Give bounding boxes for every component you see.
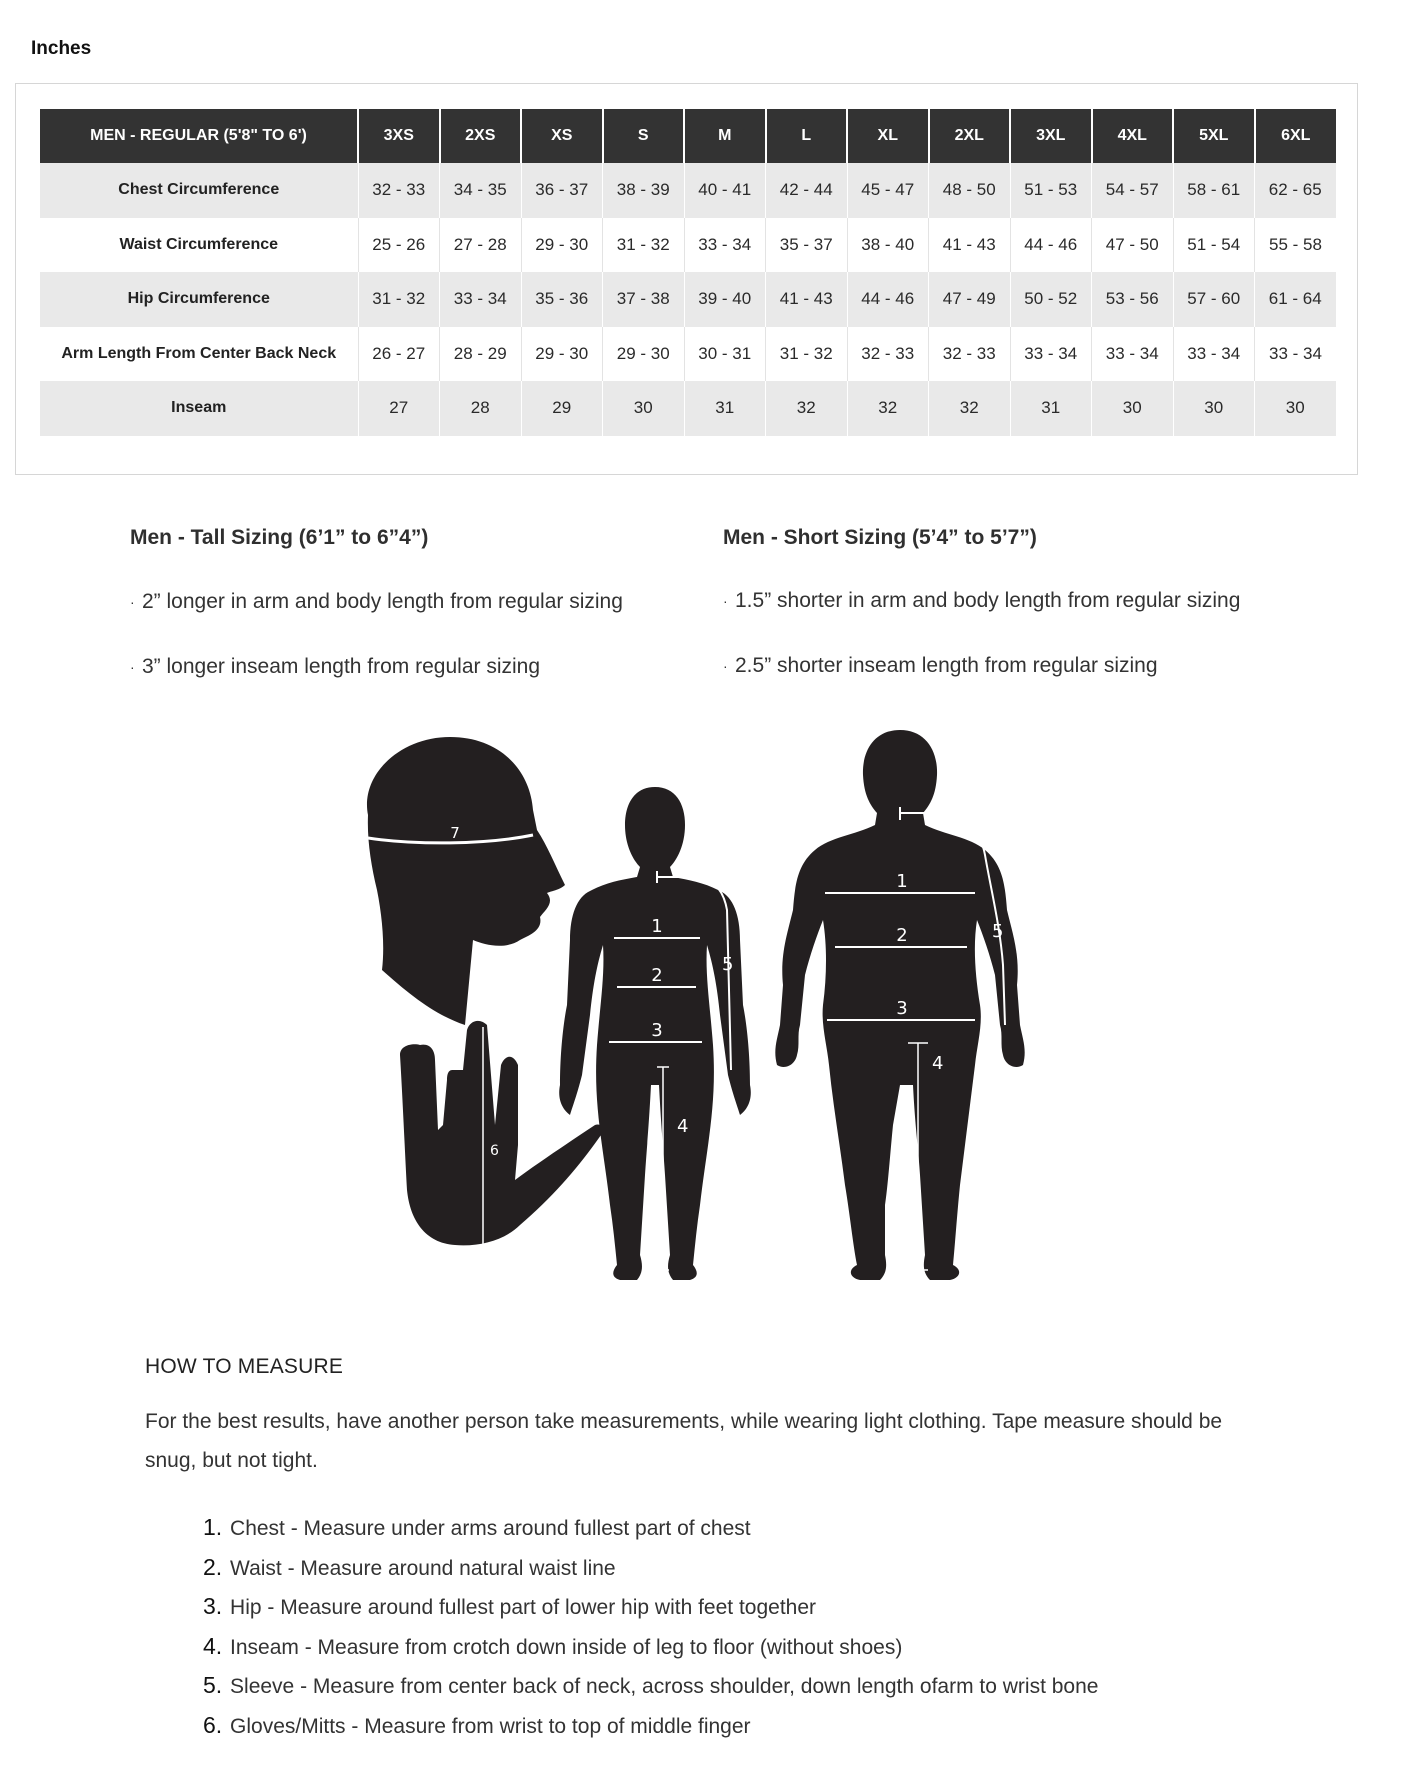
table-cell: 54 - 57 <box>1092 163 1174 218</box>
table-cell: 25 - 26 <box>358 218 440 273</box>
table-cell: 33 - 34 <box>1010 327 1092 382</box>
label-inseam: 4 <box>932 1053 944 1074</box>
row-label: Inseam <box>40 381 358 436</box>
table-cell: 55 - 58 <box>1255 218 1337 273</box>
tall-sizing-item: · 3” longer inseam length from regular sizing <box>130 655 541 678</box>
size-chart-table <box>40 109 1337 436</box>
size-header: S <box>603 109 685 163</box>
table-cell: 44 - 46 <box>1010 218 1092 273</box>
table-header-row <box>40 109 1336 163</box>
row-label: Arm Length From Center Back Neck <box>40 327 358 382</box>
list-item: 1. Chest - Measure under arms around fullest part of chest <box>203 1514 751 1540</box>
measurement-diagram <box>355 725 1045 1350</box>
label-inseam: 4 <box>677 1116 689 1137</box>
table-cell: 47 - 49 <box>929 272 1011 327</box>
table-cell: 29 - 30 <box>603 327 685 382</box>
table-row <box>40 327 1336 382</box>
table-cell: 47 - 50 <box>1092 218 1174 273</box>
size-header: 2XL <box>929 109 1011 163</box>
table-cell: 34 - 35 <box>440 163 522 218</box>
size-header: XL <box>847 109 929 163</box>
table-cell: 42 - 44 <box>766 163 848 218</box>
table-cell: 48 - 50 <box>929 163 1011 218</box>
table-row <box>40 381 1336 436</box>
table-cell: 26 - 27 <box>358 327 440 382</box>
size-header: 3XS <box>358 109 440 163</box>
table-cell: 51 - 53 <box>1010 163 1092 218</box>
bullet-mark: · <box>723 593 728 610</box>
table-cell: 27 <box>358 381 440 436</box>
label-chest: 1 <box>651 916 663 937</box>
bullet-mark: · <box>130 594 135 611</box>
label-head: 7 <box>450 824 460 842</box>
table-row <box>40 218 1336 273</box>
table-cell: 44 - 46 <box>847 272 929 327</box>
table-cell: 61 - 64 <box>1255 272 1337 327</box>
table-cell: 31 <box>1010 381 1092 436</box>
table-cell: 32 <box>929 381 1011 436</box>
label-sleeve: 5 <box>722 954 734 975</box>
table-cell: 30 <box>1173 381 1255 436</box>
size-header: M <box>684 109 766 163</box>
list-item: 6. Gloves/Mitts - Measure from wrist to top of middle finger <box>203 1711 751 1738</box>
table-cell: 40 - 41 <box>684 163 766 218</box>
table-cell: 35 - 36 <box>521 272 603 327</box>
label-waist: 2 <box>896 925 908 946</box>
tall-sizing-section <box>130 526 690 678</box>
table-cell: 31 - 32 <box>766 327 848 382</box>
list-item: 3. Hip - Measure around fullest part of lower hip with feet together <box>203 1593 817 1619</box>
table-header-fit-label: MEN - REGULAR (5'8" TO 6') <box>40 109 358 163</box>
table-cell: 45 - 47 <box>847 163 929 218</box>
table-cell: 28 <box>440 381 522 436</box>
label-glove: 6 <box>490 1143 499 1159</box>
table-cell: 36 - 37 <box>521 163 603 218</box>
size-header: 3XL <box>1010 109 1092 163</box>
short-sizing-item: · 2.5” shorter inseam length from regular sizing <box>723 654 1158 677</box>
tall-sizing-title: Men - Tall Sizing (6’1” to 6”4”) <box>130 526 429 549</box>
short-sizing-item: · 1.5” shorter in arm and body length from regular sizing <box>723 589 1241 612</box>
table-cell: 38 - 39 <box>603 163 685 218</box>
table-cell: 35 - 37 <box>766 218 848 273</box>
bullet-mark: · <box>723 658 728 675</box>
measurement-steps-list <box>203 1508 1098 1745</box>
size-header: L <box>766 109 848 163</box>
table-cell: 33 - 34 <box>440 272 522 327</box>
table-cell: 39 - 40 <box>684 272 766 327</box>
table-cell: 53 - 56 <box>1092 272 1174 327</box>
table-cell: 32 - 33 <box>847 327 929 382</box>
table-cell: 62 - 65 <box>1255 163 1337 218</box>
how-to-measure-title: HOW TO MEASURE <box>145 1355 344 1378</box>
table-row <box>40 272 1336 327</box>
table-cell: 29 - 30 <box>521 218 603 273</box>
table-cell: 33 - 34 <box>684 218 766 273</box>
size-header: 4XL <box>1092 109 1174 163</box>
size-header: 5XL <box>1173 109 1255 163</box>
label-hip: 3 <box>651 1020 663 1041</box>
label-hip: 3 <box>896 998 908 1019</box>
table-cell: 29 - 30 <box>521 327 603 382</box>
table-cell: 31 - 32 <box>603 218 685 273</box>
tall-sizing-item: · 2” longer in arm and body length from regular sizing <box>130 590 623 613</box>
size-header: 6XL <box>1255 109 1337 163</box>
table-cell: 33 - 34 <box>1255 327 1337 382</box>
table-cell: 41 - 43 <box>766 272 848 327</box>
list-item: 2. Waist - Measure around natural waist line <box>203 1553 616 1580</box>
table-cell: 38 - 40 <box>847 218 929 273</box>
label-chest: 1 <box>896 871 908 892</box>
male-silhouette <box>775 730 1024 1280</box>
bullet-mark: · <box>130 659 135 676</box>
table-cell: 31 - 32 <box>358 272 440 327</box>
short-sizing-section <box>723 526 1283 677</box>
table-row <box>40 163 1336 218</box>
list-item: 4. Inseam - Measure from crotch down inside of leg to floor (without shoes) <box>203 1632 903 1659</box>
table-cell: 57 - 60 <box>1173 272 1255 327</box>
table-cell: 29 <box>521 381 603 436</box>
list-item: 5. Sleeve - Measure from center back of neck, across shoulder, down length ofarm to wrist bone <box>203 1672 1099 1698</box>
table-cell: 32 - 33 <box>358 163 440 218</box>
table-cell: 28 - 29 <box>440 327 522 382</box>
table-cell: 33 - 34 <box>1092 327 1174 382</box>
short-sizing-title: Men - Short Sizing (5’4” to 5’7”) <box>723 526 1037 549</box>
size-table-frame <box>15 83 1358 475</box>
table-cell: 31 <box>684 381 766 436</box>
size-header: XS <box>521 109 603 163</box>
table-cell: 58 - 61 <box>1173 163 1255 218</box>
how-to-measure-intro: For the best results, have another person take measurements, while wearing light clothing. Tape measure should be snug, but not tight. <box>145 1410 1223 1472</box>
table-cell: 32 - 33 <box>929 327 1011 382</box>
table-cell: 51 - 54 <box>1173 218 1255 273</box>
table-cell: 50 - 52 <box>1010 272 1092 327</box>
label-waist: 2 <box>651 965 663 986</box>
table-cell: 32 <box>766 381 848 436</box>
table-cell: 32 <box>847 381 929 436</box>
unit-label: Inches <box>31 38 92 59</box>
row-label: Hip Circumference <box>40 272 358 327</box>
female-silhouette <box>559 787 751 1280</box>
table-cell: 30 <box>603 381 685 436</box>
size-header: 2XS <box>440 109 522 163</box>
table-cell: 30 <box>1255 381 1337 436</box>
table-cell: 27 - 28 <box>440 218 522 273</box>
table-cell: 37 - 38 <box>603 272 685 327</box>
label-sleeve: 5 <box>992 921 1004 942</box>
head-silhouette <box>367 737 565 1025</box>
table-cell: 30 - 31 <box>684 327 766 382</box>
table-cell: 33 - 34 <box>1173 327 1255 382</box>
table-cell: 30 <box>1092 381 1174 436</box>
row-label: Chest Circumference <box>40 163 358 218</box>
row-label: Waist Circumference <box>40 218 358 273</box>
table-cell: 41 - 43 <box>929 218 1011 273</box>
